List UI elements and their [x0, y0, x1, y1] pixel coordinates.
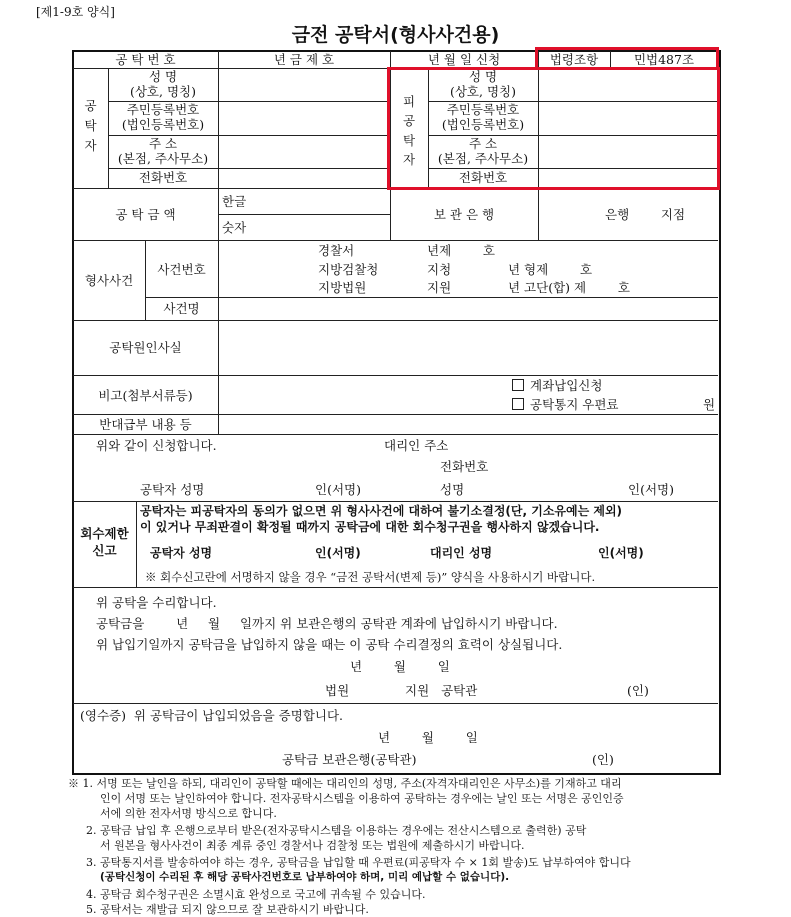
note-line-9: 5. 공탁서는 재발급 되지 않으므로 잘 보관하시기 바랍니다. — [86, 903, 369, 916]
form-code: [제1-9호 양식] — [36, 5, 115, 19]
law-value: 민법487조 — [633, 52, 695, 67]
bank-value: 은행 지점 — [605, 207, 686, 222]
note-line-5: 서 원본을 형사사건이 최종 계류 중인 경찰서나 검찰청 또는 법원에 제출하시기 바랍니다. — [100, 839, 525, 852]
notice-stamp-label: 공탁통지 우편료 — [530, 397, 619, 412]
depositor-seal: 인(서명) — [315, 482, 361, 497]
recovery-agent-name: 대리인 성명 — [430, 546, 493, 560]
note-line-3: 서에 의한 전자서명 방식으로 합니다. — [100, 807, 277, 820]
law-label: 법령조항 — [549, 52, 599, 67]
recovery-depositor-name: 공탁자 성명 — [150, 546, 213, 560]
recovery-text-2: 이 있거나 무죄판결이 확정될 때까지 공탁금에 대한 회수청구권을 행사하지 않겠습니다. — [140, 520, 600, 534]
won-unit: 원 — [703, 397, 716, 412]
amount-hangul-label: 한글 — [222, 194, 247, 209]
recovery-note: ※ 회수신고란에 서명하지 않을 경우 “금전 공탁서(변제 등)” 양식을 사용하시기 바랍니다. — [145, 570, 596, 584]
recovery-agent-seal: 인(서명) — [598, 546, 644, 560]
depositor-id-label: 주민등록번호 — [126, 102, 200, 117]
notice-stamp-checkbox[interactable] — [512, 398, 524, 410]
bank-label: 보 관 은 행 — [433, 207, 495, 222]
cause-label: 공탁원인사실 — [109, 340, 182, 355]
criminal-case-label: 형사사건 — [84, 273, 134, 288]
police-case-no: 년제 호 — [427, 243, 496, 258]
application-statement: 위와 같이 신청합니다. — [96, 438, 217, 453]
depositor-phone-label: 전화번호 — [138, 170, 188, 185]
recovery-depositor-seal: 인(서명) — [315, 546, 361, 560]
depositor-id-sub: (법인등록번호) — [121, 117, 205, 132]
receipt-date: 년 월 일 — [378, 730, 478, 745]
recovery-label-2: 신고 — [92, 543, 117, 558]
depositee-address-label: 주 소 — [468, 136, 498, 151]
receipt-line-1: (영수증) 위 공탁금이 납입되었음을 증명합니다. — [80, 708, 344, 723]
remarks-label: 비고(첨부서류등) — [98, 388, 193, 403]
recovery-label-1: 회수제한 — [80, 526, 129, 541]
account-deposit-checkbox[interactable] — [512, 379, 524, 391]
note-line-8: 4. 공탁금 회수청구권은 소멸시효 완성으로 국고에 귀속될 수 있습니다. — [86, 888, 426, 901]
acceptance-seal: (인) — [627, 683, 649, 698]
agent-seal: 인(서명) — [628, 482, 674, 497]
depositor-section-label: 공 탁 자 — [84, 98, 97, 153]
note-line-6: 3. 공탁통지서를 발송하여야 하는 경우, 공탁금을 납입할 때 우편료(피공탁자 수 × 1회 발송)도 납부하여야 합니다 — [86, 856, 631, 869]
form-title: 금전 공탁서(형사사건용) — [291, 24, 500, 46]
note-line-1: ※ 1. 서명 또는 날인을 하되, 대리인이 공탁할 때에는 대리인의 성명, 주소(자격자대리인은 사무소)를 기재하고 대리 — [68, 777, 622, 790]
depositee-address-sub: (본점, 주사무소) — [437, 151, 529, 166]
depositor-name-sign-label: 공탁자 성명 — [140, 482, 205, 497]
depositee-name-sub: (상호, 명칭) — [449, 84, 516, 99]
depositee-name-label: 성 명 — [468, 69, 498, 84]
agent-address-label: 대리인 주소 — [384, 438, 449, 453]
depositee-id-sub: (법인등록번호) — [441, 117, 525, 132]
account-deposit-label: 계좌납입신청 — [530, 378, 603, 393]
prosecutor-branch: 지청 — [427, 262, 452, 277]
agent-name-label: 성명 — [440, 482, 465, 497]
notice-stamp-option[interactable] — [512, 397, 619, 413]
police-station: 경찰서 — [318, 243, 355, 258]
deposit-number-label: 공 탁 번 호 — [115, 52, 176, 67]
case-number-label: 사건번호 — [157, 262, 206, 277]
case-name-label: 사건명 — [163, 301, 200, 316]
depositee-section-label: 피 공 탁 자 — [402, 94, 416, 168]
note-line-7: (공탁신청이 수리된 후 해당 공탁사건번호로 납부하여야 하며, 미리 예납할 수 없습니다). — [100, 871, 510, 883]
counter-performance-label: 반대급부 내용 등 — [99, 417, 192, 432]
apply-date: 년 월 일 신청 — [427, 52, 501, 67]
depositor-address-sub: (본점, 주사무소) — [117, 151, 209, 166]
acceptance-court: 법원 — [325, 683, 350, 698]
note-line-4: 2. 공탁금 납입 후 은행으로부터 받은(전자공탁시스템을 이용하는 경우에는 전산시스템으로 출력한) 공탁 — [86, 824, 587, 837]
depositee-highlight — [387, 67, 720, 190]
acceptance-line-2: 공탁금을 년 월 일까지 위 보관은행의 공탁관 계좌에 납입하시기 바랍니다. — [96, 616, 558, 631]
court-branch: 지원 — [427, 280, 452, 295]
district-court: 지방법원 — [318, 280, 367, 295]
prosecutor-office: 지방검찰청 — [318, 262, 379, 277]
depositor-name-label: 성 명 — [148, 69, 178, 84]
depositee-phone-label: 전화번호 — [458, 170, 508, 185]
acceptance-line-1: 위 공탁을 수리합니다. — [96, 595, 217, 610]
amount-label: 공 탁 금 액 — [115, 207, 176, 222]
receipt-seal: (인) — [592, 752, 614, 767]
prosecutor-case-no: 년 형제 호 — [508, 262, 593, 277]
acceptance-date: 년 월 일 — [350, 659, 450, 674]
recovery-text-1: 공탁자는 피공탁자의 동의가 없으면 위 형사사건에 대하여 불기소결정(단, 기소유예는 제외) — [140, 504, 623, 518]
acceptance-branch: 지원 공탁관 — [405, 683, 478, 698]
note-line-2: 인이 서명 또는 날인하여야 합니다. 전자공탁시스템을 이용하여 공탁하는 경우에는 날인 또는 서명은 공인인증 — [100, 792, 624, 805]
acceptance-line-3: 위 납입기일까지 공탁금을 납입하지 않을 때는 이 공탁 수리결정의 효력이 상실됩니다. — [96, 637, 563, 652]
account-deposit-option[interactable] — [512, 378, 602, 394]
depositee-id-label: 주민등록번호 — [446, 102, 520, 117]
depositor-address-label: 주 소 — [148, 136, 178, 151]
agent-phone-label: 전화번호 — [440, 459, 489, 474]
amount-digits-label: 숫자 — [222, 220, 247, 235]
receipt-bank: 공탁금 보관은행(공탁관) — [282, 752, 417, 767]
depositor-name-sub: (상호, 명칭) — [129, 84, 196, 99]
court-case-no: 년 고단(합) 제 호 — [508, 280, 630, 295]
deposit-number-value: 년 금 제 호 — [273, 52, 335, 67]
